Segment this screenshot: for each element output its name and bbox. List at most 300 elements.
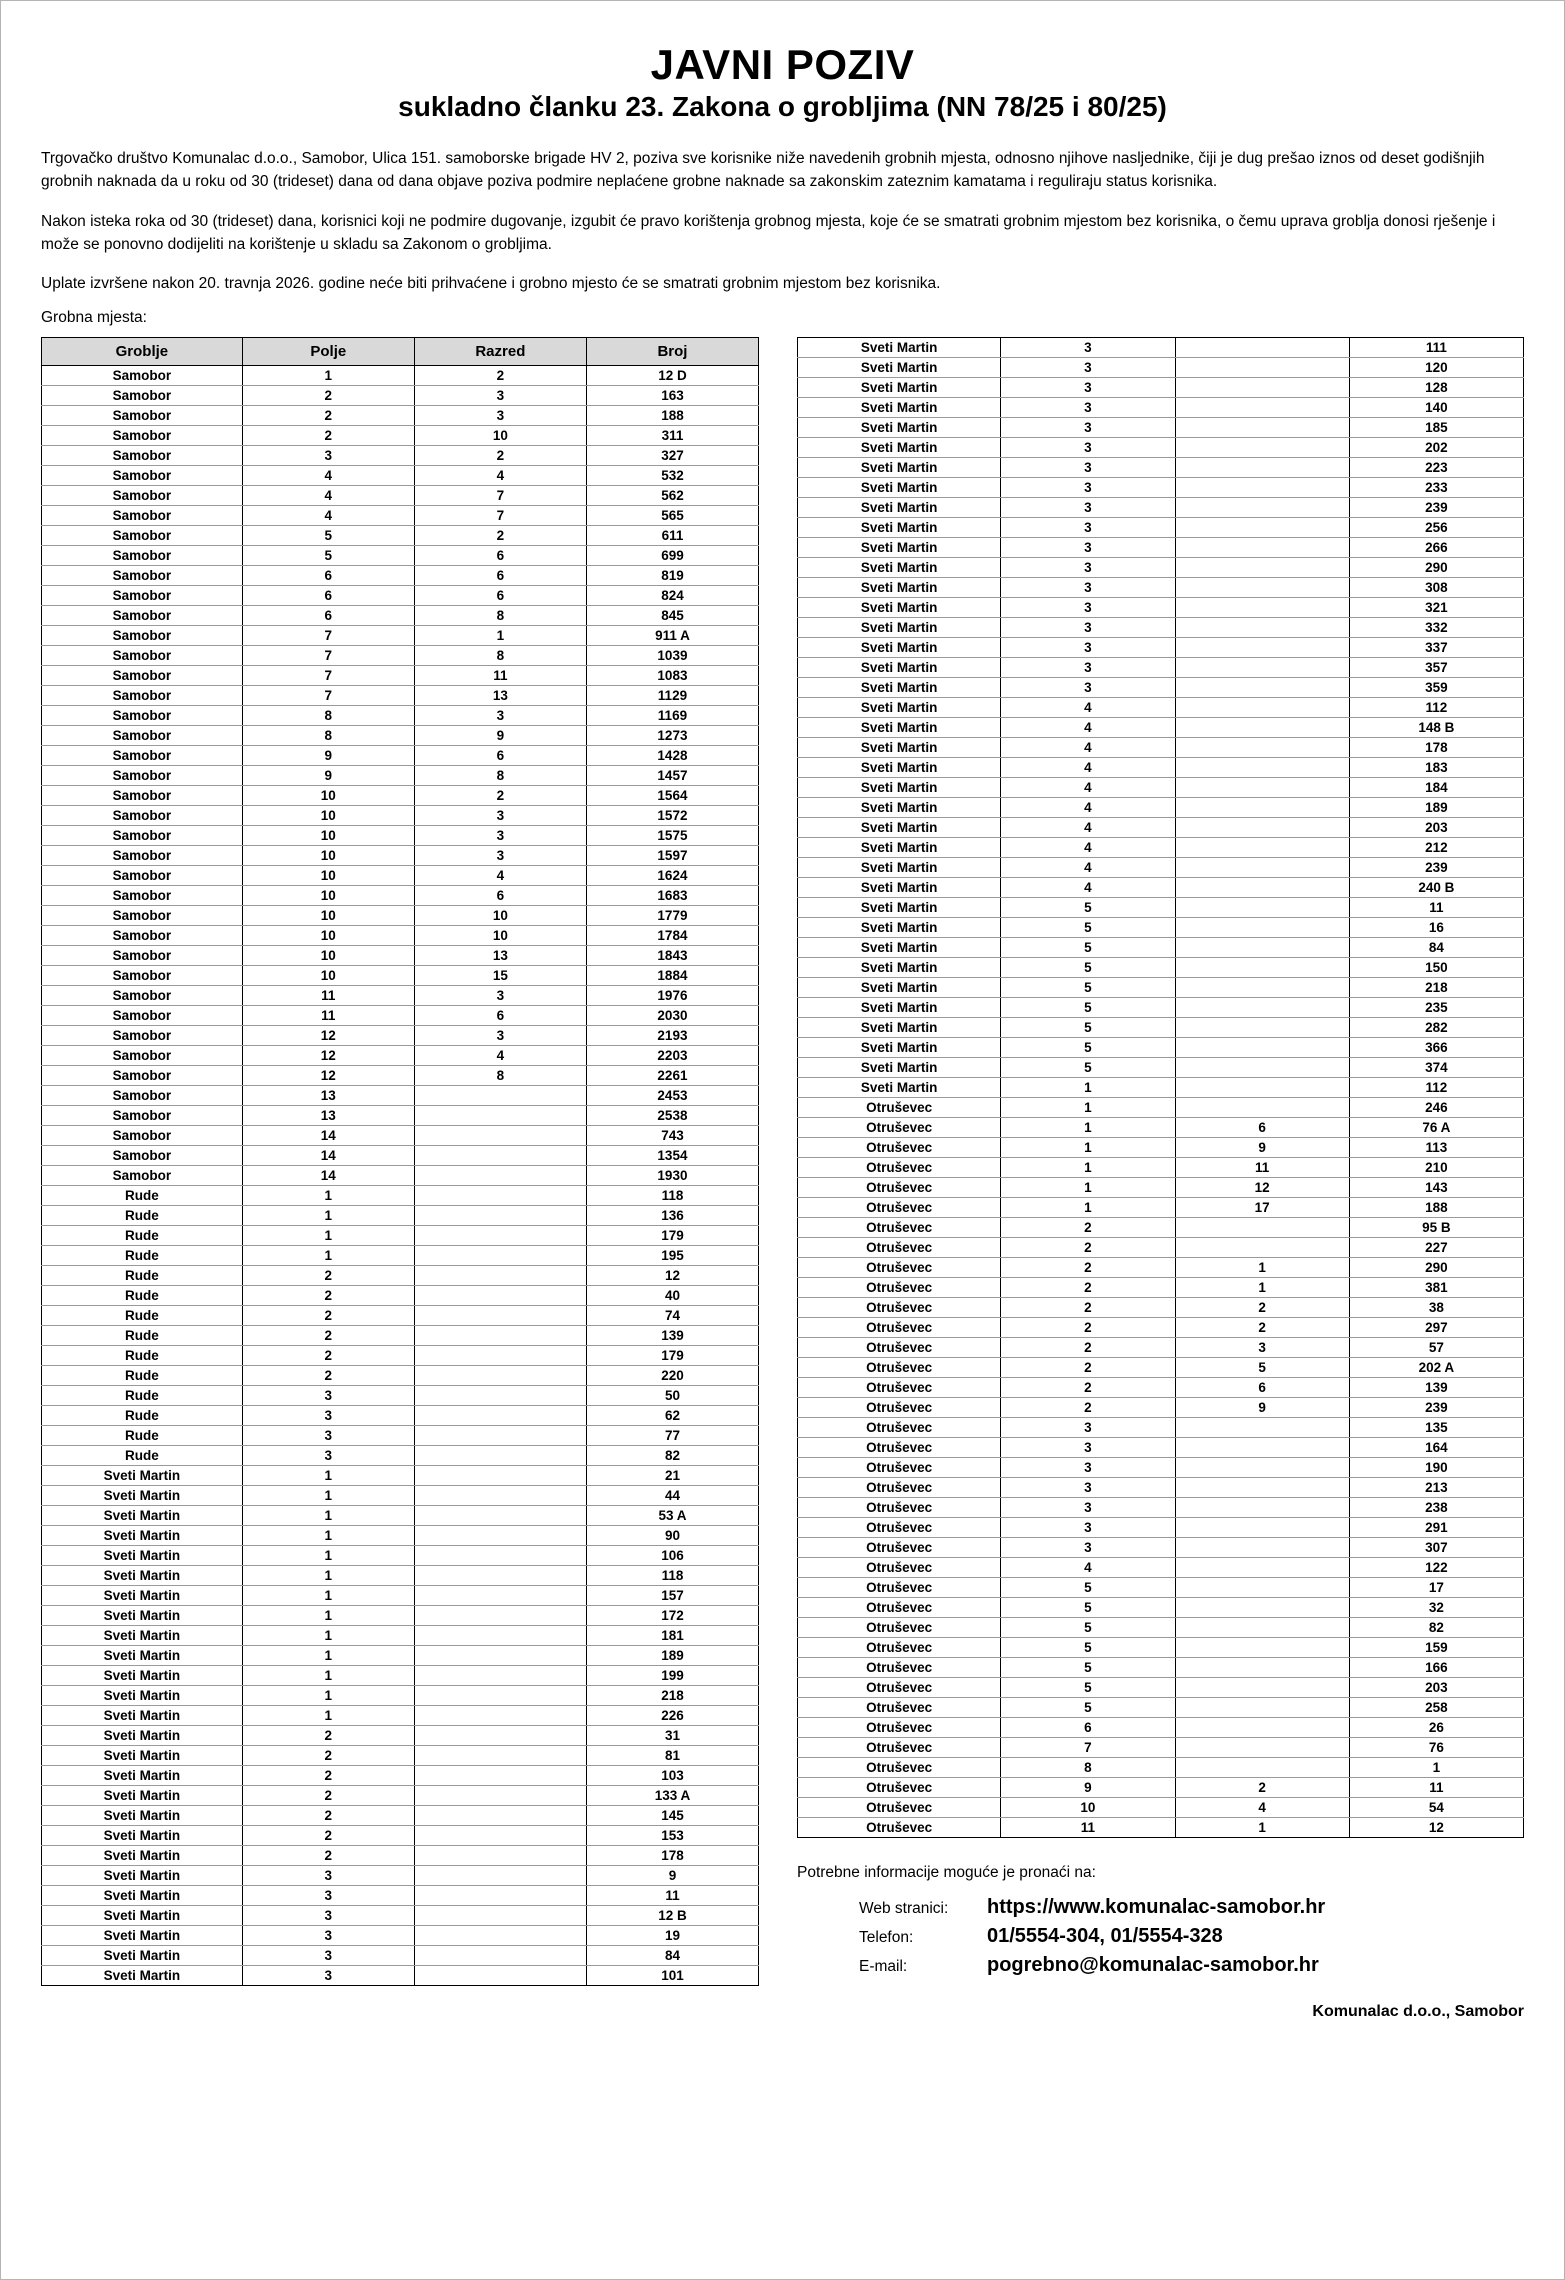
contact-value-phone[interactable]: 01/5554-304, 01/5554-328: [987, 1925, 1223, 1948]
table-row: [798, 678, 1524, 698]
table-cell: [1175, 558, 1349, 578]
table-cell: 824: [586, 586, 758, 606]
table-cell: [414, 1806, 586, 1826]
table-cell: 7: [242, 646, 414, 666]
table-cell: 3: [414, 806, 586, 826]
table-cell: 2: [414, 366, 586, 386]
table-cell: Rude: [42, 1366, 243, 1386]
table-row: [798, 1278, 1524, 1298]
table-row: [798, 898, 1524, 918]
table-cell: Otruševec: [798, 1798, 1001, 1818]
contact-value-web[interactable]: https://www.komunalac-samobor.hr: [987, 1896, 1326, 1919]
table-cell: 12: [1175, 1178, 1349, 1198]
table-cell: 8: [414, 646, 586, 666]
table-cell: 10: [242, 946, 414, 966]
table-cell: Sveti Martin: [42, 1886, 243, 1906]
table-cell: 11: [242, 986, 414, 1006]
table-cell: 218: [586, 1686, 758, 1706]
table-cell: Samobor: [42, 406, 243, 426]
table-cell: 12 B: [586, 1906, 758, 1926]
table-row: [798, 1098, 1524, 1118]
table-cell: Sveti Martin: [798, 618, 1001, 638]
table-cell: 1683: [586, 886, 758, 906]
table-cell: 3: [242, 1886, 414, 1906]
table-cell: 3: [1001, 358, 1175, 378]
table-row: [798, 998, 1524, 1018]
table-cell: 159: [1349, 1638, 1523, 1658]
table-cell: 845: [586, 606, 758, 626]
table-cell: 1: [1175, 1278, 1349, 1298]
table-cell: [1175, 598, 1349, 618]
table-cell: [1175, 378, 1349, 398]
table-cell: 2: [1001, 1358, 1175, 1378]
table-cell: 10: [242, 926, 414, 946]
table-cell: 6: [414, 1006, 586, 1026]
table-cell: 10: [242, 866, 414, 886]
table-cell: 5: [242, 546, 414, 566]
table-cell: [414, 1086, 586, 1106]
table-row: [42, 446, 759, 466]
table-cell: 12 D: [586, 366, 758, 386]
table-cell: Otruševec: [798, 1738, 1001, 1758]
table-row: [42, 546, 759, 566]
table-row: [798, 618, 1524, 638]
table-cell: 6: [242, 586, 414, 606]
table-cell: 282: [1349, 1018, 1523, 1038]
table-cell: 1: [242, 1526, 414, 1546]
table-cell: [1175, 1698, 1349, 1718]
table-cell: [1175, 1598, 1349, 1618]
table-cell: 84: [586, 1946, 758, 1966]
table-cell: [414, 1546, 586, 1566]
table-row: [42, 1226, 759, 1246]
table-cell: Rude: [42, 1346, 243, 1366]
table-row: [798, 738, 1524, 758]
table-cell: [1175, 398, 1349, 418]
table-cell: 6: [1175, 1118, 1349, 1138]
table-row: [42, 1106, 759, 1126]
table-cell: [414, 1406, 586, 1426]
table-cell: 3: [1001, 478, 1175, 498]
table-row: [42, 726, 759, 746]
table-cell: Samobor: [42, 966, 243, 986]
table-row: [42, 1606, 759, 1626]
table-cell: Sveti Martin: [42, 1866, 243, 1886]
table-row: [42, 1006, 759, 1026]
table-cell: [1175, 658, 1349, 678]
table-cell: [1175, 618, 1349, 638]
table-cell: Samobor: [42, 946, 243, 966]
table-cell: [1175, 938, 1349, 958]
table-row: [798, 1338, 1524, 1358]
table-row: [798, 1498, 1524, 1518]
table-cell: 1: [242, 1666, 414, 1686]
table-cell: 238: [1349, 1498, 1523, 1518]
table-cell: 5: [1001, 958, 1175, 978]
table-row: [42, 1726, 759, 1746]
table-row: [798, 1758, 1524, 1778]
table-row: [42, 1466, 759, 1486]
table-cell: Rude: [42, 1266, 243, 1286]
table-cell: Sveti Martin: [798, 538, 1001, 558]
table-cell: Samobor: [42, 726, 243, 746]
contact-label-web: Web stranici:: [859, 1900, 949, 1918]
table-cell: 3: [1001, 1418, 1175, 1438]
table-cell: Samobor: [42, 466, 243, 486]
table-cell: 2538: [586, 1106, 758, 1126]
table-cell: [1175, 1058, 1349, 1078]
table-cell: 9: [1001, 1778, 1175, 1798]
table-cell: 4: [1001, 838, 1175, 858]
table-row: [42, 686, 759, 706]
table-cell: Sveti Martin: [798, 878, 1001, 898]
table-cell: 3: [414, 846, 586, 866]
table-cell: 1: [242, 1626, 414, 1646]
table-cell: 2: [242, 386, 414, 406]
table-cell: 210: [1349, 1158, 1523, 1178]
table-cell: 153: [586, 1826, 758, 1846]
table-cell: 3: [242, 1926, 414, 1946]
table-cell: 40: [586, 1286, 758, 1306]
table-cell: 2: [242, 1766, 414, 1786]
table-row: [798, 398, 1524, 418]
table-cell: [1175, 1098, 1349, 1118]
table-cell: [414, 1246, 586, 1266]
table-cell: Sveti Martin: [798, 598, 1001, 618]
table-cell: 240 B: [1349, 878, 1523, 898]
table-cell: Sveti Martin: [798, 358, 1001, 378]
table-cell: 374: [1349, 1058, 1523, 1078]
table-cell: 9: [242, 766, 414, 786]
table-row: [798, 778, 1524, 798]
table-cell: Samobor: [42, 686, 243, 706]
table-cell: 308: [1349, 578, 1523, 598]
table-cell: 1: [414, 626, 586, 646]
table-cell: Samobor: [42, 506, 243, 526]
table-cell: 179: [586, 1226, 758, 1246]
table-cell: 15: [414, 966, 586, 986]
table-cell: 10: [1001, 1798, 1175, 1818]
table-cell: Samobor: [42, 826, 243, 846]
table-row: [798, 1178, 1524, 1198]
table-cell: [414, 1586, 586, 1606]
table-cell: 17: [1175, 1198, 1349, 1218]
table-cell: Sveti Martin: [42, 1646, 243, 1666]
table-cell: 3: [1001, 438, 1175, 458]
table-cell: Samobor: [42, 1106, 243, 1126]
table-cell: [1175, 1498, 1349, 1518]
table-cell: 5: [1001, 1638, 1175, 1658]
table-cell: 1: [1349, 1758, 1523, 1778]
table-cell: Sveti Martin: [798, 998, 1001, 1018]
table-cell: 3: [1001, 1458, 1175, 1478]
table-cell: [1175, 1578, 1349, 1598]
grave-table-right: [797, 337, 1524, 1838]
table-cell: 5: [1001, 1678, 1175, 1698]
table-cell: 4: [414, 1046, 586, 1066]
table-row: [798, 558, 1524, 578]
table-cell: 3: [242, 1946, 414, 1966]
table-cell: Rude: [42, 1246, 243, 1266]
table-cell: 3: [414, 986, 586, 1006]
table-cell: 11: [586, 1886, 758, 1906]
table-cell: 911 A: [586, 626, 758, 646]
table-row: [42, 1286, 759, 1306]
table-row: [42, 486, 759, 506]
table-cell: 239: [1349, 498, 1523, 518]
table-cell: Sveti Martin: [798, 658, 1001, 678]
table-row: [798, 698, 1524, 718]
table-cell: 2: [1175, 1778, 1349, 1798]
contact-row-phone: [797, 1925, 1524, 1948]
table-cell: 3: [414, 1026, 586, 1046]
table-cell: [414, 1226, 586, 1246]
table-cell: 3: [1001, 1538, 1175, 1558]
table-cell: Rude: [42, 1406, 243, 1426]
grave-list-label: Grobna mjesta:: [41, 309, 147, 327]
table-cell: Sveti Martin: [798, 918, 1001, 938]
table-cell: 135: [1349, 1418, 1523, 1438]
table-cell: 1: [242, 1646, 414, 1666]
table-cell: 4: [1001, 738, 1175, 758]
table-cell: 195: [586, 1246, 758, 1266]
table-cell: [1175, 358, 1349, 378]
table-cell: 1: [1001, 1118, 1175, 1138]
table-row: [42, 706, 759, 726]
table-row: [42, 1946, 759, 1966]
table-cell: [414, 1726, 586, 1746]
table-cell: 6: [414, 586, 586, 606]
table-cell: 172: [586, 1606, 758, 1626]
table-cell: 1457: [586, 766, 758, 786]
table-cell: 213: [1349, 1478, 1523, 1498]
table-row: [798, 1418, 1524, 1438]
table-cell: 3: [1001, 418, 1175, 438]
table-cell: [1175, 958, 1349, 978]
table-cell: Otruševec: [798, 1238, 1001, 1258]
table-row: [798, 1638, 1524, 1658]
table-cell: Otruševec: [798, 1358, 1001, 1378]
header-polje: Polje: [242, 338, 414, 366]
table-cell: 1: [1001, 1098, 1175, 1118]
table-row: [798, 518, 1524, 538]
table-cell: Otruševec: [798, 1578, 1001, 1598]
table-cell: 1: [242, 1706, 414, 1726]
table-cell: Sveti Martin: [798, 1058, 1001, 1078]
table-cell: 2: [242, 1786, 414, 1806]
table-cell: 5: [1001, 918, 1175, 938]
table-cell: 220: [586, 1366, 758, 1386]
table-row: [42, 1346, 759, 1366]
table-cell: 145: [586, 1806, 758, 1826]
table-row: [42, 606, 759, 626]
table-cell: Otruševec: [798, 1638, 1001, 1658]
table-cell: Samobor: [42, 1026, 243, 1046]
table-cell: 133 A: [586, 1786, 758, 1806]
table-cell: 212: [1349, 838, 1523, 858]
table-cell: Otruševec: [798, 1398, 1001, 1418]
table-cell: Samobor: [42, 1166, 243, 1186]
table-cell: Sveti Martin: [42, 1546, 243, 1566]
table-cell: Otruševec: [798, 1158, 1001, 1178]
table-cell: 185: [1349, 418, 1523, 438]
table-cell: 1884: [586, 966, 758, 986]
table-cell: Otruševec: [798, 1338, 1001, 1358]
table-columns: [41, 337, 1524, 2021]
table-cell: 1039: [586, 646, 758, 666]
table-cell: Samobor: [42, 486, 243, 506]
table-cell: 139: [586, 1326, 758, 1346]
table-cell: 359: [1349, 678, 1523, 698]
table-cell: 6: [1175, 1378, 1349, 1398]
table-cell: 9: [1175, 1138, 1349, 1158]
table-cell: 4: [1001, 758, 1175, 778]
table-cell: 181: [586, 1626, 758, 1646]
table-cell: 5: [1001, 1018, 1175, 1038]
table-cell: 189: [586, 1646, 758, 1666]
table-cell: 4: [1175, 1798, 1349, 1818]
table-cell: [414, 1646, 586, 1666]
table-cell: Samobor: [42, 886, 243, 906]
table-row: [42, 586, 759, 606]
table-row: [42, 386, 759, 406]
table-cell: 1: [242, 366, 414, 386]
table-cell: 2: [1001, 1258, 1175, 1278]
table-row: [42, 946, 759, 966]
table-cell: 178: [1349, 738, 1523, 758]
table-cell: Samobor: [42, 566, 243, 586]
table-cell: 2: [242, 1746, 414, 1766]
contact-value-email[interactable]: pogrebno@komunalac-samobor.hr: [987, 1954, 1319, 1977]
table-cell: [1175, 418, 1349, 438]
table-row: [798, 938, 1524, 958]
table-cell: Samobor: [42, 786, 243, 806]
table-cell: Samobor: [42, 706, 243, 726]
table-row: [798, 1358, 1524, 1378]
table-cell: 5: [1001, 1058, 1175, 1078]
table-row: [42, 1786, 759, 1806]
table-cell: 6: [414, 746, 586, 766]
table-cell: 2: [242, 406, 414, 426]
table-cell: Sveti Martin: [798, 698, 1001, 718]
table-row: [42, 1586, 759, 1606]
table-cell: Otruševec: [798, 1298, 1001, 1318]
table-cell: 1564: [586, 786, 758, 806]
table-cell: [414, 1346, 586, 1366]
table-row: [42, 1206, 759, 1226]
table-cell: 290: [1349, 1258, 1523, 1278]
table-cell: 53 A: [586, 1506, 758, 1526]
table-cell: 4: [1001, 798, 1175, 818]
table-cell: [1175, 858, 1349, 878]
table-cell: Sveti Martin: [798, 478, 1001, 498]
table-cell: 8: [414, 606, 586, 626]
table-row: [798, 478, 1524, 498]
table-cell: 81: [586, 1746, 758, 1766]
table-row: [798, 418, 1524, 438]
table-cell: 101: [586, 1966, 758, 1986]
table-cell: 118: [586, 1566, 758, 1586]
table-cell: Sveti Martin: [42, 1946, 243, 1966]
table-cell: Sveti Martin: [42, 1726, 243, 1746]
table-cell: [1175, 1738, 1349, 1758]
table-cell: 179: [586, 1346, 758, 1366]
table-cell: 10: [242, 826, 414, 846]
table-cell: 2: [242, 1826, 414, 1846]
table-cell: 2: [414, 786, 586, 806]
table-cell: 44: [586, 1486, 758, 1506]
grave-table-left: [41, 337, 759, 1986]
table-cell: Sveti Martin: [42, 1666, 243, 1686]
table-cell: Sveti Martin: [798, 518, 1001, 538]
table-cell: 1930: [586, 1166, 758, 1186]
table-cell: Samobor: [42, 926, 243, 946]
table-cell: 50: [586, 1386, 758, 1406]
table-cell: 136: [586, 1206, 758, 1226]
table-cell: Otruševec: [798, 1538, 1001, 1558]
right-table-column: [797, 337, 1524, 2021]
table-cell: 1: [1001, 1078, 1175, 1098]
table-cell: 9: [414, 726, 586, 746]
table-cell: [1175, 1518, 1349, 1538]
table-cell: 235: [1349, 998, 1523, 1018]
table-cell: Rude: [42, 1426, 243, 1446]
table-cell: 12: [586, 1266, 758, 1286]
table-cell: 3: [1001, 618, 1175, 638]
table-cell: [1175, 778, 1349, 798]
table-cell: 12: [1349, 1818, 1523, 1838]
table-cell: Sveti Martin: [798, 798, 1001, 818]
table-cell: 5: [1001, 898, 1175, 918]
table-cell: 1: [242, 1486, 414, 1506]
table-cell: [414, 1506, 586, 1526]
table-cell: Samobor: [42, 846, 243, 866]
table-cell: [414, 1446, 586, 1466]
table-cell: 2: [1001, 1378, 1175, 1398]
table-row: [42, 1626, 759, 1646]
table-row: [798, 1198, 1524, 1218]
table-cell: 1: [242, 1506, 414, 1526]
table-cell: 2: [1001, 1218, 1175, 1238]
table-cell: 1083: [586, 666, 758, 686]
table-cell: [414, 1426, 586, 1446]
table-cell: Samobor: [42, 1066, 243, 1086]
table-row: [798, 1078, 1524, 1098]
table-cell: 5: [1001, 1038, 1175, 1058]
table-cell: 17: [1349, 1578, 1523, 1598]
table-cell: 2: [414, 526, 586, 546]
table-cell: 3: [242, 1386, 414, 1406]
table-row: [42, 506, 759, 526]
table-cell: 106: [586, 1546, 758, 1566]
table-cell: 290: [1349, 558, 1523, 578]
table-cell: 76 A: [1349, 1118, 1523, 1138]
table-cell: [1175, 1758, 1349, 1778]
table-cell: [1175, 698, 1349, 718]
table-cell: Samobor: [42, 426, 243, 446]
table-cell: [414, 1166, 586, 1186]
table-cell: 1: [242, 1606, 414, 1626]
table-row: [798, 798, 1524, 818]
table-cell: 1428: [586, 746, 758, 766]
table-cell: 111: [1349, 338, 1523, 358]
table-cell: 565: [586, 506, 758, 526]
table-cell: Otruševec: [798, 1318, 1001, 1338]
table-cell: Samobor: [42, 646, 243, 666]
table-row: [798, 378, 1524, 398]
table-row: [42, 366, 759, 386]
table-cell: Otruševec: [798, 1138, 1001, 1158]
